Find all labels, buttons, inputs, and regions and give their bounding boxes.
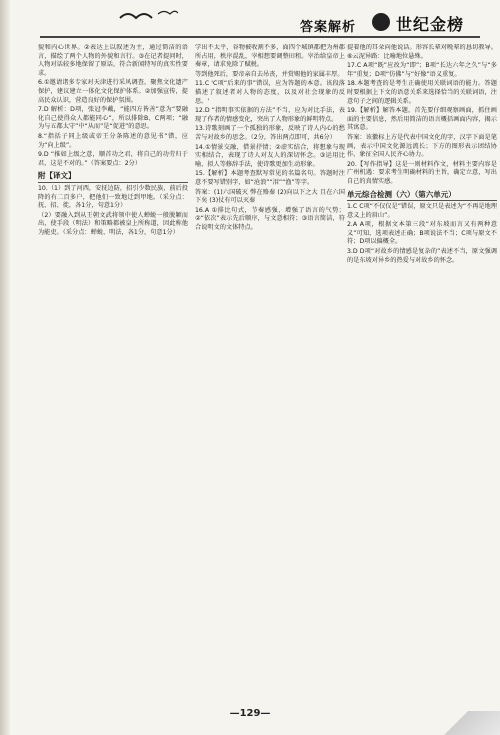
paragraph: 18.本题考查的是考生正确使用关联词语的能力。答题时要根据上下文的语意关系来选择恰当的关联词语，注意句子之间的逻辑关系。 bbox=[347, 80, 497, 105]
paragraph: 答案：该徽标上方是代表中国文化的字，汉字下面是笔画，表示中国文化源远流长；下方的图形表示团结协作，象征全国人民齐心协力。 bbox=[347, 133, 497, 159]
paragraph: 11.C 'C项“后来的事”错误，应为答题的本意。该段落描述了叙述者对人物的态度，以及对社会现象的反思。' bbox=[195, 80, 345, 105]
paragraph: 17.C A项“既”应改为“即”；B项“长达六年之久”与“多年”重复；D项“仿佛”与“好像”语义重复。 bbox=[347, 62, 497, 78]
paragraph: 7.D 解析：D项，张冠李戴，“能四方皆善”意为“要融化自己使得众人都能同心”，所以排除B、C两项；“融为与五都太守”中“从而”是“促进”的意思。 bbox=[38, 106, 188, 131]
header-label: 答案解析 bbox=[300, 20, 357, 35]
paragraph: 13.诗歌刻画了一个孤独的形象，反映了诗人内心的愁苦与对故乡的思念。（2分，答出两点即可，共6分） bbox=[195, 125, 345, 141]
paragraph: 15.【解析】本题考查默写常见的名篇名句。答题时注意不要写错别字，如“沧浪”“泪”“渔”等字。 bbox=[195, 170, 345, 186]
paragraph: 貌和内心世界。②表达上以叙述为主，通过简洁的语言，描绘了两个人物的外貌和言行。③在记者提问时，人物对话较多地保留了原话，符合新闻特写的真实性要求。 bbox=[38, 44, 188, 77]
paragraph: 16.A ①排比句式，节奏感强，增强了语言的气势；②“依次”表示先后顺序，与文意相符；③语言简洁，符合说明文的文体特点。 bbox=[195, 206, 345, 231]
column-right bbox=[347, 44, 497, 704]
paragraph: 1.C C项“不仅仅是”错误，原文只是表述为“不再是地理意义上的眉山”。 bbox=[347, 203, 497, 219]
paragraph: 答案：(1)六国破灭 弊在赂秦 (2)向以下之大 且在六国下矣 (3)仗有可以灭秦 bbox=[195, 188, 345, 205]
birds-icon bbox=[118, 6, 178, 26]
column-left bbox=[38, 44, 188, 704]
paragraph: 20.【写作指导】这是一则材料作文，材料主要内容是广州机遇：要求考生明确材料的主旨，确定立意，写出自己的真情实感。 bbox=[347, 160, 497, 185]
paragraph: 12.D “指明事实依据的方法”不当，应为对比手法，表现了作者的情感变化，突出了人物形象的鲜明特点。 bbox=[195, 107, 345, 123]
paragraph: 9.D “推如上级之意，顺首功之君，将自己的功劳归于君，这是不对的。”（答案要点：2分） bbox=[38, 151, 188, 167]
page-number: —129— bbox=[229, 708, 271, 719]
paragraph: 14.①情景交融，借景抒情；②虚实结合，将想象与现实相结合，表现了诗人对友人的深切怀念。③运用比喻、拟人等修辞手法，使诗歌更加生动形象。 bbox=[195, 143, 345, 168]
paragraph: 2.A A项，根据文本第三段“对东坡而言又有两种意义”可知，选项表述正确；B项说法不当；C项与原文不符；D项以偏概全。 bbox=[347, 221, 497, 246]
paragraph: 8.“指括子同上级或帝王分条陈述的意见书”错，应为“向上级”。 bbox=[38, 132, 188, 149]
paragraph: 10.（1）到了河西，安抚边防，招引少数民族，前后投降的有二百多户，把他们一致地迁到甲地。（采分点：抚、招、徙，各1分，句意1分） bbox=[38, 184, 188, 210]
brand-name: 世纪金榜 bbox=[396, 15, 465, 34]
section-heading: 单元综合检测（六）（第六单元） bbox=[347, 191, 497, 202]
paragraph: （2）要融入到从王朝文武将领中使人蝉蜕一般脱颖而出，使手段（明法）和策略都被皇上所称道，因此称他为能吏。（采分点：蝉蜕、明法，各1分，句意1分） bbox=[38, 211, 188, 236]
paragraph: 6.①邀请诸多专家对天津进行采风调查，聚焦文化遗产保护，建议建立一体化文化保护体系。②加强宣传，提高民众认识，营造良好的保护氛围。 bbox=[38, 79, 188, 104]
section-heading: 附【译文】 bbox=[38, 172, 188, 183]
paragraph: 提着他的耳朵向他说话。形容长辈对晚辈的恳切教导。⑥云泥异路：比喻地位悬殊。 bbox=[347, 44, 497, 60]
paragraph: 3.D D项“对故乡的情感是复杂的”表述不当，原文强调的是东坡对异乡的热爱与对故乡的怀念。 bbox=[347, 248, 497, 264]
page-edge bbox=[0, 0, 10, 735]
column-middle bbox=[195, 44, 345, 704]
page-curl bbox=[430, 711, 500, 735]
paragraph: 学出不太平，谷物被收割不多，面四个城镇都把为州郡所占用，秩序混乱，宰相想要调整田租。宰治给皇帝上奏章，请求免除了赋税。 bbox=[195, 44, 345, 69]
paragraph: 等到他死后，要帝亲自去吊丧，并赏赐他的家属丰厚。 bbox=[195, 70, 344, 78]
paragraph: 19.【解析】解答本题，首先要仔细观察画面，抓住画面的主要信息，然后用简洁的语言概括画面内容，揭示其寓意。 bbox=[347, 107, 497, 132]
header bbox=[0, 0, 500, 44]
brand-logo-icon bbox=[372, 13, 390, 31]
header-rule bbox=[40, 36, 480, 38]
